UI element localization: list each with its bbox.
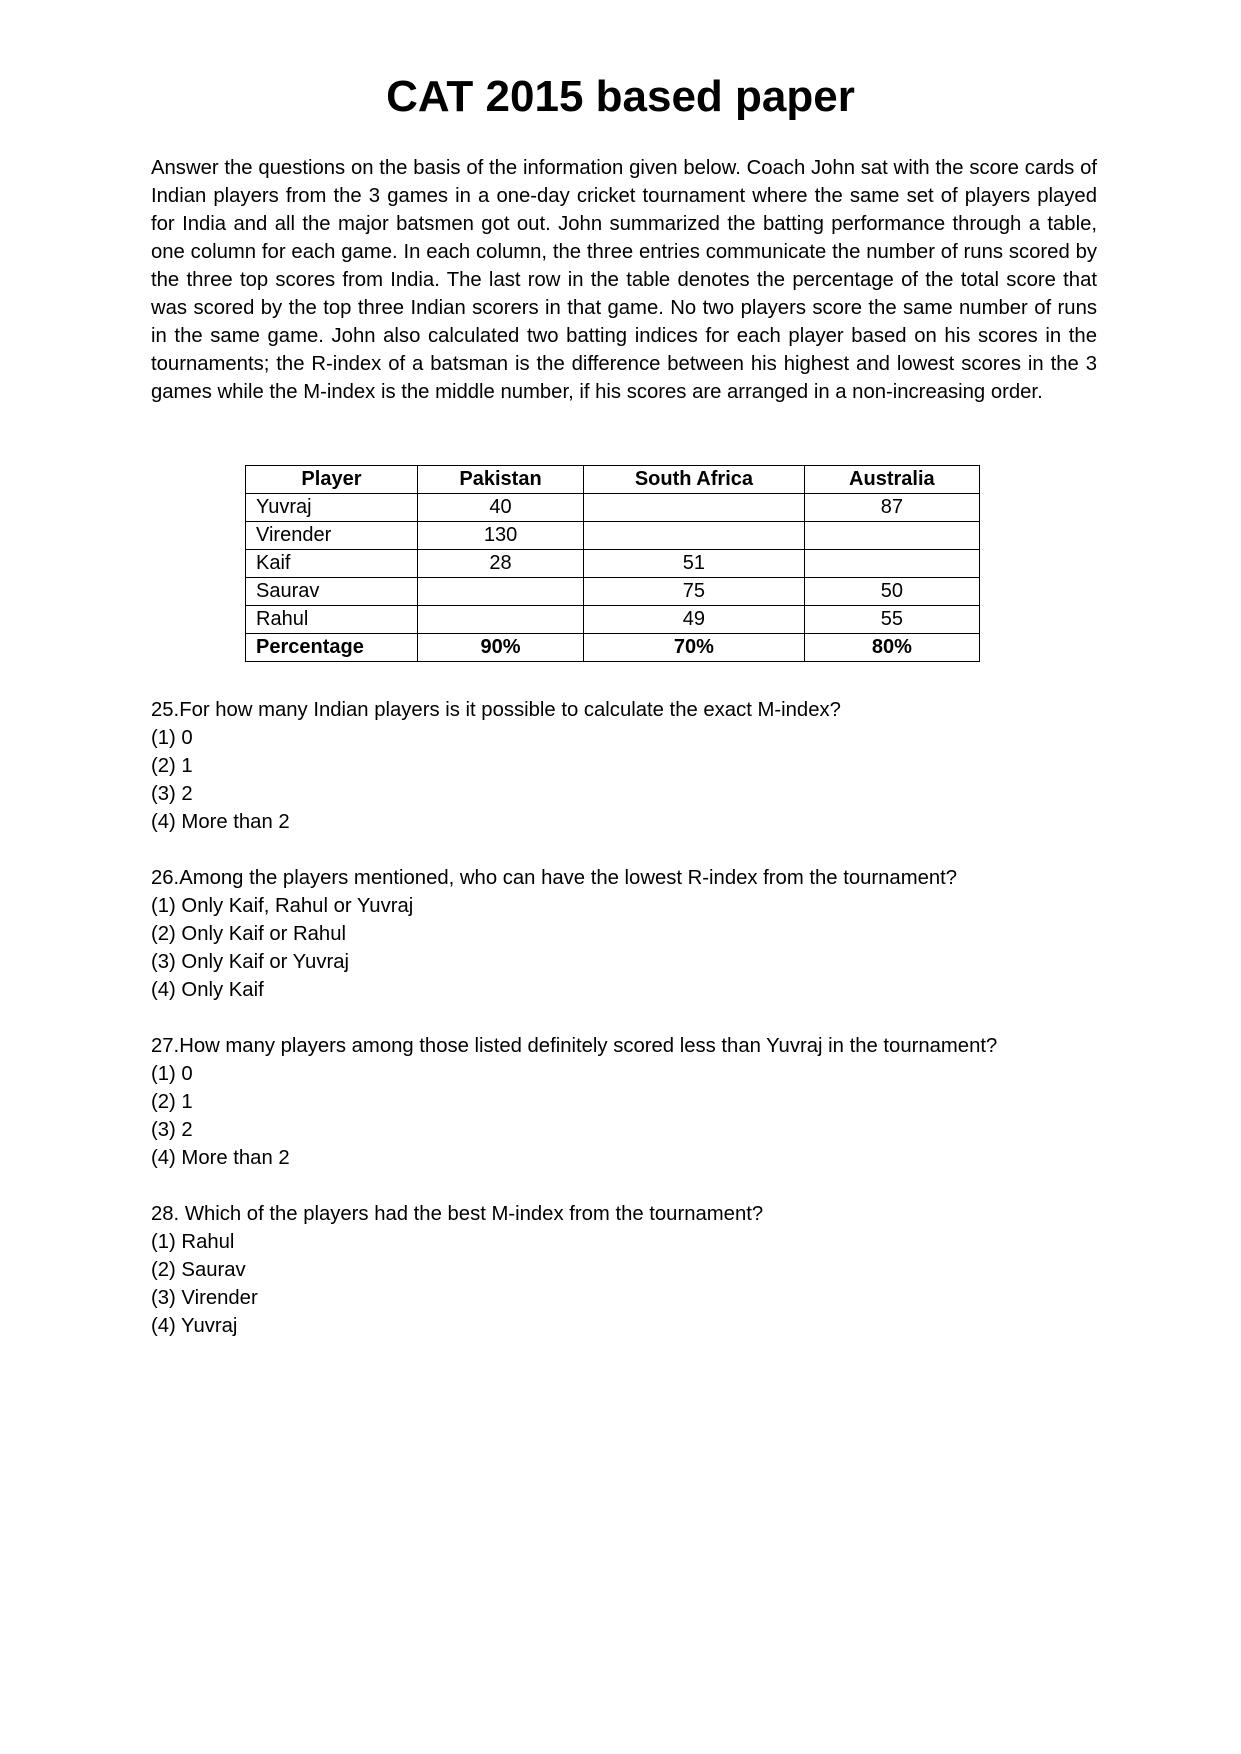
option: (2) 1 [151,755,193,777]
question-text: 25.For how many Indian players is it possible to calculate the exact M-index? [151,699,841,721]
score-south-africa: 49 [584,606,805,634]
score-australia: 87 [804,494,979,522]
percentage-row [246,634,980,662]
score-australia: 55 [804,606,979,634]
option: (3) 2 [151,783,193,805]
table-row [246,578,980,606]
score-pakistan: 28 [417,550,583,578]
table-header-row [246,466,980,494]
question-text: 28. Which of the players had the best M-index from the tournament? [151,1203,764,1225]
table-row [246,550,980,578]
score-australia: 50 [804,578,979,606]
option: (1) 0 [151,1063,193,1085]
table-row [246,494,980,522]
player-name: Rahul [246,606,418,634]
option-list [151,1228,1097,1340]
percentage-pakistan: 90% [417,634,583,662]
option-list [151,892,1097,1004]
question-text: 27.How many players among those listed definitely scored less than Yuvraj in the tournament? [151,1035,998,1057]
option: (4) More than 2 [151,1147,290,1169]
option: (1) Rahul [151,1231,235,1253]
option: (3) 2 [151,1119,193,1141]
percentage-south-africa: 70% [584,634,805,662]
question-text: 26.Among the players mentioned, who can have the lowest R-index from the tournament? [151,867,958,889]
score-pakistan [417,606,583,634]
header-australia: Australia [804,466,979,494]
page-title: CAT 2015 based paper [386,72,855,121]
player-name: Yuvraj [246,494,418,522]
score-table [245,465,980,662]
score-pakistan: 130 [417,522,583,550]
option: (3) Only Kaif or Yuvraj [151,951,350,973]
option: (2) 1 [151,1091,193,1113]
score-australia [804,550,979,578]
score-australia [804,522,979,550]
option: (4) Only Kaif [151,979,264,1001]
option: (1) Only Kaif, Rahul or Yuvraj [151,895,414,917]
score-south-africa: 51 [584,550,805,578]
header-pakistan: Pakistan [417,466,583,494]
score-pakistan: 40 [417,494,583,522]
header-south-africa: South Africa [584,466,805,494]
score-south-africa [584,494,805,522]
option-list [151,724,1097,836]
question-28 [151,1200,1097,1340]
option-list [151,1060,1097,1172]
score-pakistan [417,578,583,606]
percentage-australia: 80% [804,634,979,662]
percentage-label: Percentage [246,634,418,662]
option: (2) Only Kaif or Rahul [151,923,346,945]
question-25 [151,696,1097,836]
option: (4) Yuvraj [151,1315,238,1337]
option: (2) Saurav [151,1259,246,1281]
player-name: Kaif [246,550,418,578]
player-name: Saurav [246,578,418,606]
option: (3) Virender [151,1287,258,1309]
score-south-africa: 75 [584,578,805,606]
option: (4) More than 2 [151,811,290,833]
table-row [246,606,980,634]
question-list [151,696,1097,1368]
player-name: Virender [246,522,418,550]
header-player: Player [246,466,418,494]
question-27 [151,1032,1097,1172]
table-row [246,522,980,550]
intro-paragraph: Answer the questions on the basis of the information given below. Coach John sat with the score cards of Indian players from the 3 games in a one-day cricket tournament where the same set of players played for India and all the major batsmen got out. John summarized the batting performance through a table, one column for each game. In each column, the three entries communicate the number of runs scored by the three top scores from India. The last row in the table denotes the percentage of the total score that was scored by the top three Indian scorers in that game. No two players score the same number of runs in the same game. John also calculated two batting indices for each player based on his scores in the tournaments; the R-index of a batsman is the difference between his highest and lowest scores in the 3 games while the M-index is the middle number, if his scores are arranged in a non-increasing order. [151,157,1097,403]
option: (1) 0 [151,727,193,749]
score-south-africa [584,522,805,550]
question-26 [151,864,1097,1004]
